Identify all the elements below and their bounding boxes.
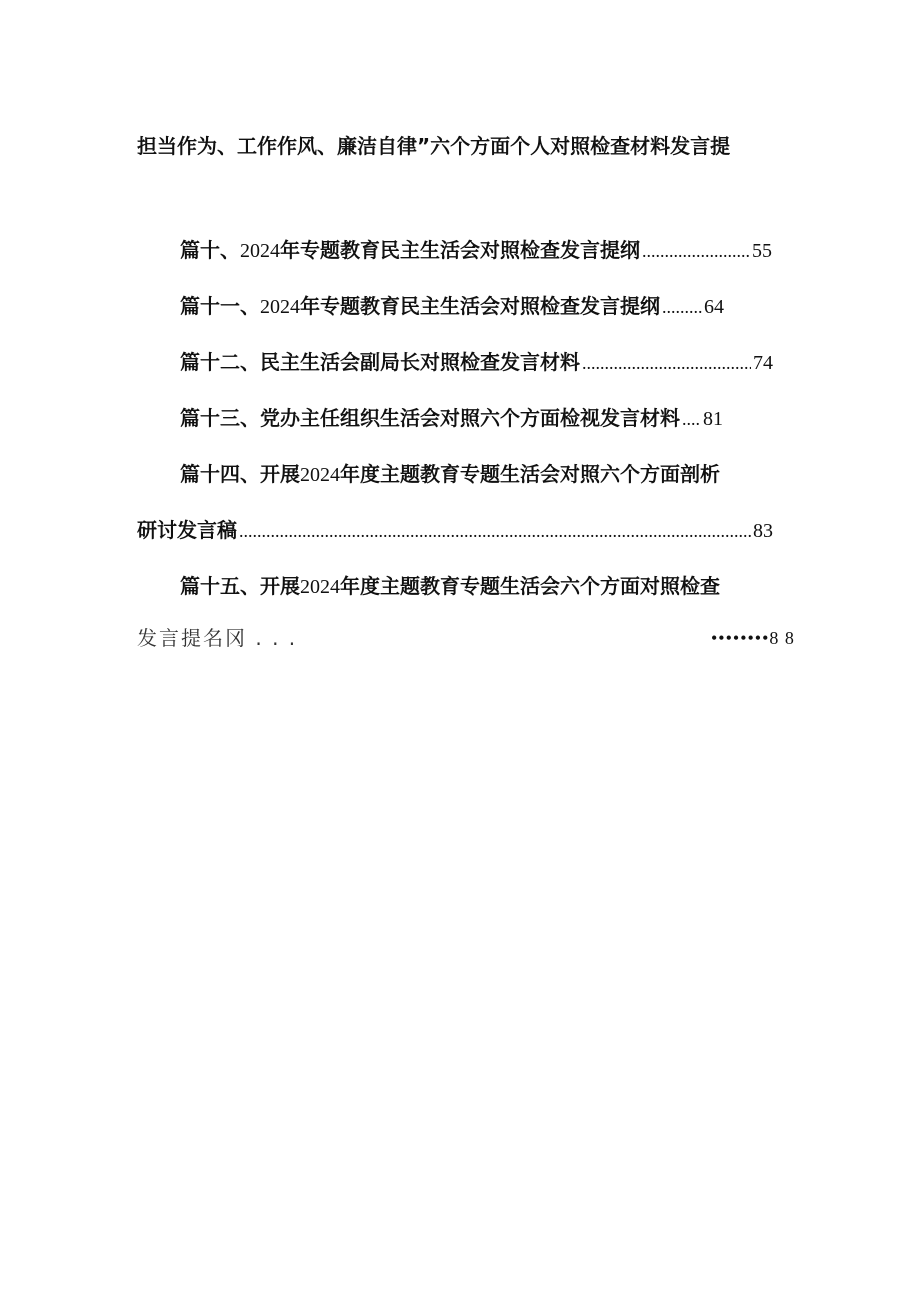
toc-entry-title: 篇十一、2024年专题教育民主生活会对照检查发言提纲 (180, 294, 660, 318)
toc-entry-12[interactable] (180, 348, 773, 377)
toc-page-number: 83 (753, 520, 773, 542)
toc-entry-title: 篇十二、民主生活会副局长对照检查发言材料 (180, 350, 580, 374)
toc-page-number: 55 (752, 240, 772, 262)
toc-entry-14-line2[interactable] (137, 516, 773, 545)
toc-entry-13[interactable] (180, 404, 723, 433)
toc-entry-15-line1[interactable]: 篇十五、开展2024年度主题教育专题生活会六个方面对照检查 (180, 574, 720, 598)
toc-entry-11[interactable] (180, 292, 724, 321)
toc-entry-14-line1[interactable]: 篇十四、开展2024年度主题教育专题生活会对照六个方面剖析 (180, 462, 720, 486)
toc-page-number: 81 (703, 408, 723, 430)
toc-entry-10[interactable] (180, 236, 772, 265)
toc-page-number: 64 (704, 296, 724, 318)
toc-page-number: 74 (753, 352, 773, 374)
dot-leader (582, 348, 751, 377)
toc-entry-title: 篇十三、党办主任组织生活会对照六个方面检视发言材料 (180, 406, 680, 430)
dot-leader (239, 516, 751, 545)
dot-leader (682, 404, 701, 433)
dot-leader (662, 292, 702, 321)
intro-line: 担当作为、工作作风、廉洁自律”六个方面个人对照检查材料发言提 (137, 134, 731, 158)
toc-entry-title: 篇十、2024年专题教育民主生活会对照检查发言提纲 (180, 238, 640, 262)
dot-leader (642, 236, 750, 265)
toc-entry-title: 研讨发言稿 (137, 518, 237, 542)
toc-entry-15-line2[interactable]: 发言提名冈 . . . (137, 626, 298, 650)
toc-entry-15-page-marks: ••••••••8 8 (711, 628, 795, 648)
